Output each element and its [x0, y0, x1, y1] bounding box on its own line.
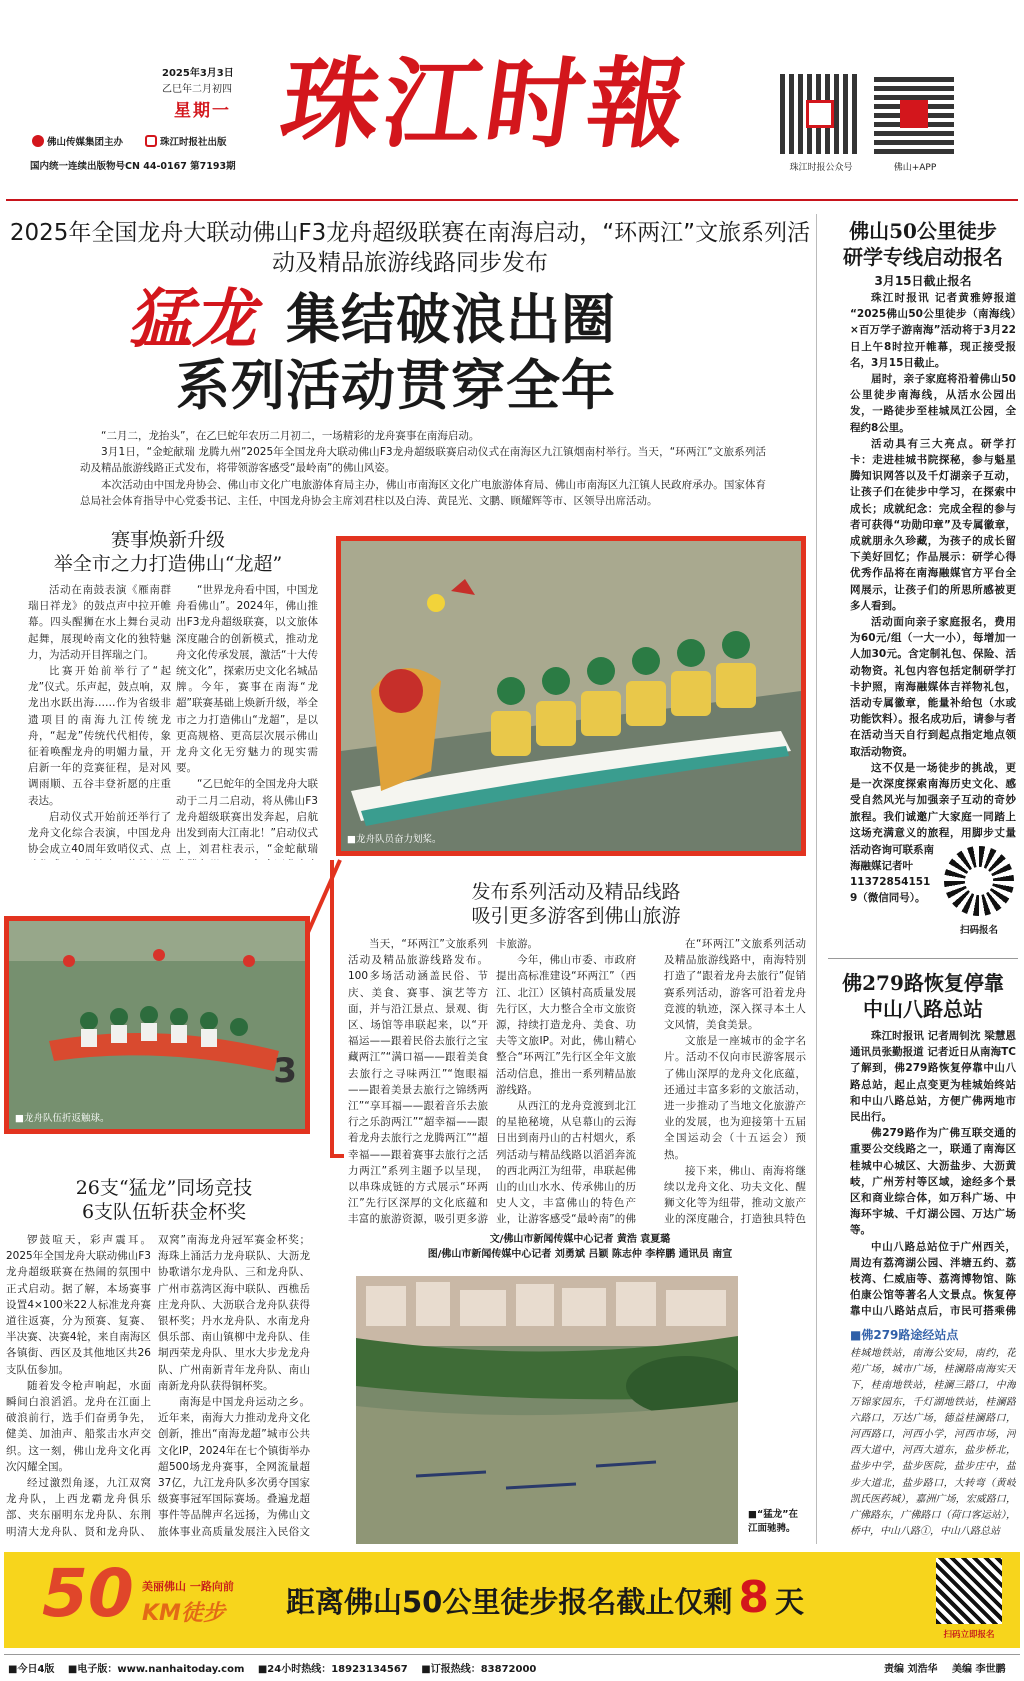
section2-col2 [496, 936, 636, 1226]
section3-title2: 6支队伍斩获金杯奖 [81, 1201, 247, 1223]
masthead [0, 0, 1024, 200]
countdown-unit: 天 [774, 1585, 804, 1619]
section1-heading [18, 528, 318, 576]
article-paragraph: 随着发令枪声响起，水面瞬间白浪滔滔。龙舟在江面上破浪前行，选手们奋勇争先，健美、加油声、船浆击水声交织。这一刻，佛山龙舟文化再次闪耀全国。 [6, 1379, 151, 1473]
photo2-number-badge: 3 [273, 1051, 297, 1091]
article-paragraph: 当天，“环两江”文旅系列活动及精品旅游线路发布。100多场活动涵盖民俗、节庆、美食、赛事、演艺等方面，并与沿江景点、景观、街区、场馆等串联起来，以“开福运——跟着民俗去旅行之宝藏两江”“满口福——跟着美食去旅行之寻味两江”“饱眼福——跟着美景去旅行之锦绣两江”“享耳福——跟着音乐去旅行之乐韵两江”“超幸福——跟着龙舟去旅行之龙腾两江”“超幸福——跟着赛事去旅行之活力两江”系列主题予以呈现，以串珠成链的方式展示“环两江”先行区深厚的文化底蕴和丰富的旅游资源，吸引更多游 [348, 938, 488, 1226]
footer [8, 1660, 1018, 1675]
intro-paragraph: 本次活动由中国龙舟协会、佛山市文化广电旅游体育局主办，佛山市南海区文化广电旅游体育局、佛山市南海区九江镇人民政府承办。国家体育总局社会体育指导中心党委书记、主任，中国龙舟协会主席刘君柱以及白涛、黄昆光、文鹏、顾耀辉等市、区领导出席活动。 [80, 478, 766, 506]
article-paragraph: 文旅是一座城市的金字名片。活动不仅向市民游客展示了佛山深厚的龙舟文化底蕴，还通过丰富多彩的文旅活动，进一步推动了当地文化旅游产业的发展，也为迎接第十五届全国运动会（十五运会）预热。 [664, 1035, 806, 1161]
article-paragraph: 今年，佛山市委、市政府提出高标准建设“环两江”（西江、北江）区镇村高质量发展先行区，大力整合全市文旅资源，持续打造龙舟、美食、功夫等文旅IP。对此，佛山精心整合“环两江”先行区全年文旅活动信息，推出一系列精品旅游线路。 [496, 954, 636, 1096]
section2-col1 [348, 936, 488, 1226]
section3-heading [14, 1176, 314, 1224]
article-paragraph: 活动在南鼓表演《雁南群瑞日祥龙》的鼓点声中拉开帷幕。四头醒狮在水上舞台灵动起舞，展现岭南文化的独特魅力，为活动开目挥瑞之门。 [28, 584, 171, 661]
section1-col2 [176, 582, 318, 860]
qr-signup-label: 扫码报名 [959, 925, 998, 936]
article-paragraph: 佛279路作为广佛互联交通的重要公交线路之一，联通了南海区桂城中心城区、大沥盐步、大沥黄岐，广州芳村等区域，途经多个景区和商业综合体，如万科广场、中海环宇城、千灯湖公园、万达广场等。 [850, 1127, 1016, 1237]
photo3-art [356, 1276, 738, 1544]
newspaper-logo: 珠江时報 [273, 47, 699, 162]
lead-intro [80, 428, 766, 506]
footer-editor: 责编 刘浩华 [884, 1664, 938, 1675]
masthead-rule [6, 199, 1018, 201]
footer-hotline: ■24小时热线：18923134567 [257, 1664, 408, 1675]
sidebar2-title1: 佛279路恢复停靠 [842, 971, 1004, 995]
banner-slogan: 美丽佛山 一路向前 [142, 1580, 234, 1593]
article-paragraph: 锣鼓喧天，彩声震耳。2025年全国龙舟大联动佛山F3龙舟超级联赛在热闹的氛围中正式启动。据了解，本场赛事设置4×100米22人标准龙舟赛道往返赛，分为预赛、复赛、半决赛、决赛4轮，来自南海区各镇街、西区及其他地区共26支队伍参加。 [6, 1234, 151, 1376]
km-walk-logo: KM徒步 [142, 1601, 225, 1626]
sidebar-divider [816, 214, 817, 1544]
section2-title2: 吸引更多游客到佛山旅游 [471, 905, 681, 927]
stops-list: 桂城地铁站，南海公安局，南约，花苑广场，城市广场，桂澜路南海实天下，桂南地铁站，桂澜三路口，中海万锦家园东，千灯湖地铁站，桂澜路六路口，万达广场，德益桂澜路口，河西路口，河西小学，河西市场，河西大道中，河西大道东，盐步桥北，盐步中学，盐步医院，盐步庄中，盐步大道北，盐步路口，大转弯（黄岐凯氏医药城），嘉洲广场，宏威路口，广佛路东，广佛路口（荷口客运站），桥中，中山八路①，中山八路总站 [850, 1348, 1016, 1538]
sidebar1-contact: 活动咨询可联系南海融媒记者叶11372854151 9（微信同号）。 [850, 844, 934, 904]
article-paragraph: 南海是中国龙舟运动之乡。近年来，南海大力推动龙舟文化创新，推出“南海龙超”城市公共文化IP，2024年在七个镇街举办超500场龙舟赛事，全网流量超37亿，九江龙舟队多次勇夺国家级赛事冠军国际赛场。叠遍龙超事件等品牌声名远扬，为佛山文旅体事业高质量发展注入民俗文 [158, 1396, 310, 1538]
footer-rule [4, 1654, 1020, 1655]
countdown-text: 距离佛山50公里徒步报名截止仅剩 [286, 1585, 733, 1619]
sidebar2-body [850, 1028, 1016, 1318]
km-walk-logo-number: 50 [42, 1555, 134, 1632]
stops-heading: ■佛279路途经站点 [850, 1328, 959, 1342]
banner-countdown [286, 1572, 804, 1628]
article-paragraph: 卡旅游。 [496, 938, 538, 950]
footer-subscription: ■订报热线：83872000 [421, 1664, 537, 1675]
photo2-art [9, 921, 305, 1129]
section3-col2 [158, 1232, 310, 1540]
publisher-logo-1: 佛山传媒集团主办 [32, 134, 123, 148]
article-paragraph: “世界龙舟看中国，中国龙舟看佛山”。2024年，佛山推出F3龙舟超级联赛，以文旅体深度融合的创新模式，推动龙舟文化传承发展，激活“十大传统文化”，探索历史文化名城品牌。今年，赛事在南海“龙超”联赛基础上焕新升级，举全市之力打造佛山“龙超”，是以更高规格、更高层次展示佛山龙舟文化无穷魅力的现实需要。 [176, 584, 318, 775]
article-paragraph: 在“环两江”文旅系列活动及精品旅游线路中，南海特别打造了“跟着龙舟去旅行”促销赛系列活动，游客可沿着龙舟竞渡的轨迹，深入探寻本土人文风情，美食美景。 [664, 938, 806, 1032]
intro-paragraph: “二月二，龙抬头”，在乙巳蛇年农历二月初二，一场精彩的龙舟赛事在南海启动。 [101, 430, 480, 442]
qr-finder [806, 100, 834, 128]
photo2-caption: ■龙舟队伍折返触球。 [15, 1113, 110, 1124]
article-paragraph: 珠江时报讯 记者黄雅婷报道 “2025佛山50公里徒步（南海线）×百万学子游南海”活动将于3月22日上午8时拉开帷幕，现正接受报名，3月15日截止。 [850, 292, 1016, 369]
section2-title1: 发布系列活动及精品线路 [471, 881, 681, 903]
section1-col1 [28, 582, 171, 860]
weekday: 星期一 [174, 101, 231, 121]
zhujiang-times-icon [145, 135, 157, 147]
article-paragraph: 比赛开始前举行了“起龙”仪式。乐声起，鼓点响，双龙出水跃出海……作为省级非遗项目的南海九江传统龙舟，“起龙”传统代代相传，象征着唤醒龙舟的明媚力量，开启新一年的竞赛征程，是对风调雨顺、五谷丰登祈愿的庄重表达。 [28, 665, 171, 807]
photo1-art [341, 541, 801, 851]
photo-dragon-boat-turning [4, 916, 310, 1134]
intro-paragraph: 3月1日，“金蛇献瑞 龙腾九州”2025年全国龙舟大联动佛山F3龙舟超级联赛启动仪式在南海区九江镇烟南村举行。当天，“环两江”文旅系列活动及精品旅游线路正式发布，将带领游客感受“最岭南”的佛山风姿。 [80, 446, 766, 475]
sidebar1-subtitle: 3月15日截止报名 [874, 274, 972, 288]
section2-heading [416, 880, 736, 928]
lead-kicker: 2025年全国龙舟大联动佛山F3龙舟超级联赛在南海启动，“环两江”文旅系列活动及精品旅游线路同步发布 [9, 220, 811, 276]
sidebar1-title1: 佛山50公里徒步 [849, 219, 997, 243]
article-paragraph: 活动具有三大亮点。研学打卡：走进桂城书院探秘，参与魁星腾知识网答以及千灯湖亲子互动，让孩子们在徒步中学习，在探索中成长；成就纪念：完成全程的参与者可获得“功勋印章”及专属徽章，成就朋永久珍藏，为孩子的成长留下美好回忆；作品展示：研学心得优秀作品将在南海融媒官方平台全网展示，让孩子们的所思所感被更多人看到。 [850, 437, 1016, 612]
headline-line2: 系列活动贯穿全年 [176, 354, 616, 417]
article-paragraph: 从西江的龙舟竞渡到北江的星艳秘境，从皂幕山的云海日出到南丹山的古村烟火，系列活动与精品线路以滔滔奔流的西北两江为纽带，串联起佛山的山山水水、传承佛山的历史人文，丰富佛山的特色产业，让游客感受“最岭南”的佛 [496, 1100, 636, 1226]
section1-title1: 赛事焕新升级 [110, 529, 225, 551]
footer-designer: 美编 李世鹏 [952, 1664, 1006, 1675]
sidebar1-title2: 研学专线启动报名 [843, 245, 1003, 269]
article-paragraph: 这不仅是一场徒步的挑战，更是一次深度探索南海历史文化、感受自然风光与加强亲子互动的奇妙旅程。我们诚邀广大家庭一同踏上这场充满意义的旅程，用脚步丈量 [850, 761, 1016, 839]
photo3-caption: ■“猛龙”在江面驰骋。 [748, 1509, 798, 1534]
footer-website[interactable]: ■电子版：www.nanhaitoday.com [67, 1664, 245, 1675]
article-paragraph: 启动仪式开始前还举行了龙舟文化综合表演，中国龙舟协会成立40周年致哨仪式、点 [28, 810, 171, 856]
frame-line [330, 1154, 344, 1158]
qr-code-signup[interactable] [944, 846, 1014, 916]
photo1-caption: ■龙舟队员奋力划桨。 [347, 834, 442, 845]
byline [360, 1232, 800, 1262]
section2-col3 [664, 936, 806, 1226]
section3-title1: 26支“猛龙”同场竞技 [75, 1177, 253, 1199]
promo-banner [4, 1552, 1020, 1648]
article-paragraph: “乙巳蛇年的全国龙舟大联动于二月二启动，将从佛山F3龙舟超级联赛出发奔起，启航出发到南大江南北！”启动仪式上，刘君柱表示，“金蛇献瑞 [176, 778, 318, 856]
photo-aerial-river [356, 1276, 738, 1544]
foshan-media-icon [32, 135, 44, 147]
article-paragraph: 接下来，佛山、南海将继续以龙舟文化、功夫文化、醒狮文化等为纽带，推动文旅产业的深度融合，打造独具特色 [664, 1164, 806, 1226]
article-paragraph: 双窝”南海龙舟冠军赛金杯奖；海珠上涌活力龙舟联队、大沥龙协歌谱尔龙舟队、三和龙舟队、广州市荔湾区海中联队、西樵岳庄龙舟队、大沥联合龙舟队获得银杯奖；丹水龙舟队、水南龙舟俱乐部、南山镇柳中龙舟队、佳垌西荣龙舟队、里水大步龙龙舟队、广州南新青年龙舟队、南山南新龙舟队获得铜杯奖。 [158, 1234, 310, 1392]
qr1-label: 珠江时报公众号 [789, 163, 853, 173]
publisher-logo-2: 珠江时报社出版 [145, 134, 227, 148]
article-paragraph: 珠江时报讯 记者周钊沈 梁慧恩 通讯员张勤报道 记者近日从南海TC了解到，佛279路恢复停靠中山八路总站，起止点变更为桂城始终站和中山八路总站，方便广佛两地市民出行。 [850, 1030, 1016, 1124]
section1-title2: 举全市之力打造佛山“龙超” [53, 553, 283, 575]
sidebar-separator [828, 958, 1018, 959]
sidebar2-title2: 中山八路总站 [863, 997, 983, 1021]
footer-pages: ■今日4版 [8, 1664, 55, 1675]
qr2-label: 佛山+APP [893, 163, 937, 173]
photo-dragon-boat-rowers [336, 536, 806, 856]
section3-col1 [6, 1232, 151, 1540]
sidebar1-body [850, 290, 1016, 840]
issue-number: 国内统一连续出版物号CN 44-0167 第7193期 [30, 161, 236, 172]
countdown-days: 8 [738, 1572, 769, 1623]
byline-text: 文/佛山市新闻传媒中心记者 黄浩 袁夏璐 [489, 1234, 671, 1245]
byline-photo: 图/佛山市新闻传媒中心记者 刘勇斌 吕颖 陈志仲 李梓鹏 通讯员 南宣 [427, 1249, 733, 1260]
sidebar2-heading [826, 970, 1020, 1022]
article-paragraph: 活动面向亲子家庭报名，费用为60元/组（一大一小），每增加一人加30元。含定制礼包、保险、活动物资。礼包内容包括定制研学打卡护照，南海融媒体吉祥物礼包，活动专属徽章，能量补给包（水或功能饮料）。报名成功后，请参与者在活动当天自行到起点指定地点领取活动物资。 [850, 616, 1016, 758]
qr-code-banner[interactable] [936, 1558, 1002, 1624]
lunar-date: 乙巳年二月初四 [162, 84, 232, 95]
qr-finder [900, 100, 928, 128]
headline-line1: 集结破浪出圈 [286, 288, 616, 351]
article-paragraph: 经过激烈角逐，九江双窝龙舟队，上西龙霸龙舟俱乐部、夹东丽明东龙舟队、东荆明清大龙舟队、贤和龙舟队、 [6, 1477, 151, 1538]
headline-accent: 猛龙 [128, 282, 256, 357]
article-paragraph: 届时，亲子家庭将沿着佛山50公里徒步南海线，从活水公园出发，一路徒步至桂城凤江公园，全程约8公里。 [850, 373, 1016, 434]
sidebar1-heading [826, 218, 1020, 289]
article-paragraph: 中山八路总站位于广州西关，周边有荔湾湖公园、泮塘五约、荔枝湾、仁威庙等、荔湾博物馆、陈伯康公馆等著名人文景点。恢复停靠中山八路站点后，市民可搭乘佛 [850, 1240, 1016, 1318]
issue-date: 2025年3月3日 [162, 68, 234, 79]
qr-banner-label: 扫码立即报名 [943, 1630, 995, 1640]
